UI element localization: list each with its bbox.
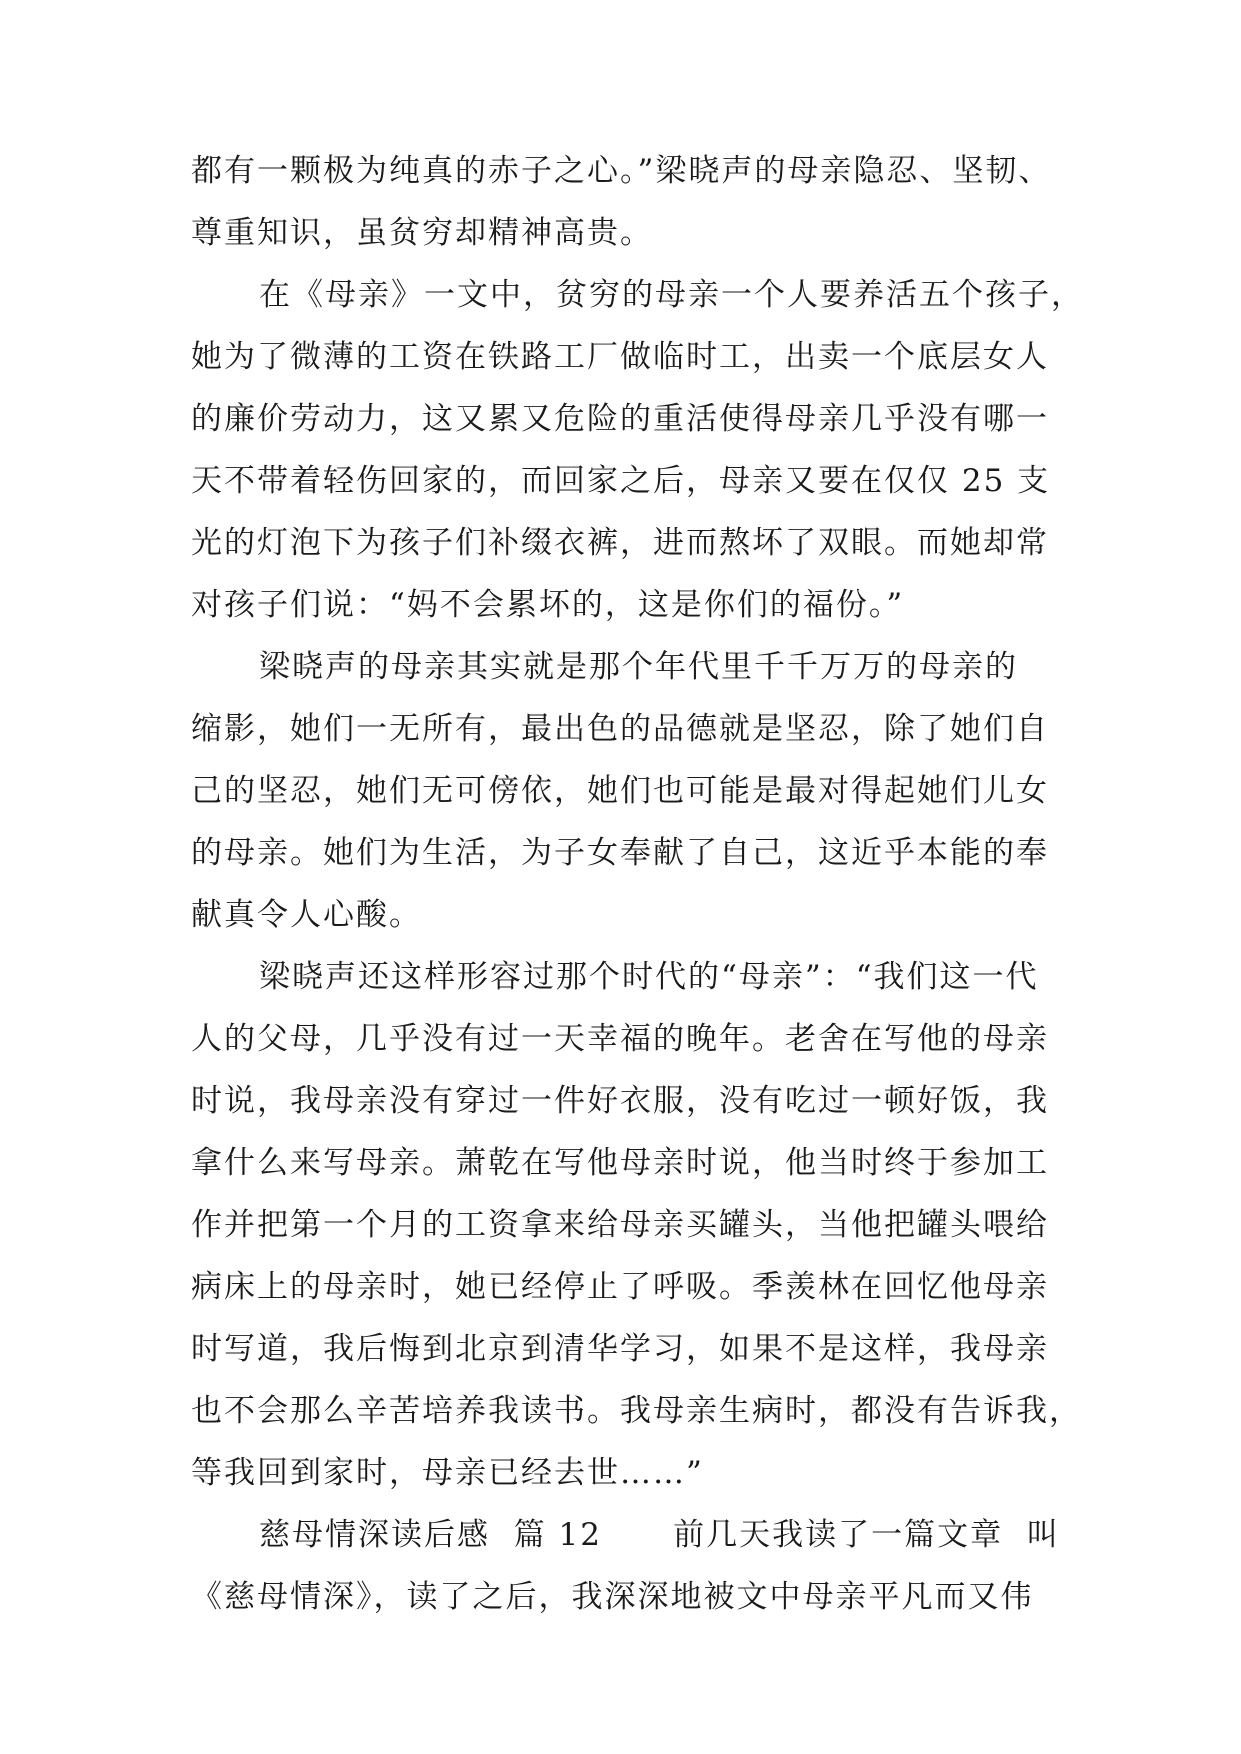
text-line: 作并把第一个月的工资拿来给母亲买罐头，当他把罐头喂给 [191, 1207, 1049, 1243]
text-line: 对孩子们说：“妈不会累坏的，这是你们的福份。” [191, 587, 905, 623]
text-line: 己的坚忍，她们无可傍依，她们也可能是最对得起她们儿女 [191, 773, 1049, 809]
text-line: 她为了微薄的工资在铁路工厂做临时工，出卖一个底层女人 [191, 339, 1049, 375]
paragraph-2 [191, 264, 1084, 636]
text-line: 慈母情深读后感 篇 12 前几天我读了一篇文章 叫 [259, 1517, 1060, 1553]
text-line: 拿什么来写母亲。萧乾在写他母亲时说，他当时终于参加工 [191, 1145, 1049, 1181]
text-line: 时写道，我后悔到北京到清华学习，如果不是这样，我母亲 [191, 1331, 1049, 1367]
paragraph-1 [191, 140, 1071, 264]
text-line: 梁晓声的母亲其实就是那个年代里千千万万的母亲的 [259, 649, 1018, 685]
text-line: 等我回到家时，母亲已经去世……” [191, 1455, 704, 1491]
text-line: 的廉价劳动力，这又累又危险的重活使得母亲几乎没有哪一 [191, 401, 1049, 437]
document-body [191, 140, 1084, 1628]
text-line: 尊重知识，虽贫穷却精神高贵。 [191, 215, 653, 251]
text-line: 时说，我母亲没有穿过一件好衣服，没有吃过一顿好饭，我 [191, 1083, 1049, 1119]
paragraph-5 [191, 1504, 1071, 1628]
text-line: 光的灯泡下为孩子们补缀衣裤，进而熬坏了双眼。而她却常 [191, 525, 1049, 561]
text-line: 也不会那么辛苦培养我读书。我母亲生病时，都没有告诉我， [191, 1393, 1082, 1429]
text-line: 都有一颗极为纯真的赤子之心。”梁晓声的母亲隐忍、坚韧、 [191, 153, 1052, 189]
text-line: 天不带着轻伤回家的，而回家之后，母亲又要在仅仅 25 支 [191, 463, 1051, 499]
text-line: 献真令人心酸。 [191, 897, 422, 933]
paragraph-3 [191, 636, 1071, 946]
text-line: 缩影，她们一无所有，最出色的品德就是坚忍，除了她们自 [191, 711, 1049, 747]
text-line: 梁晓声还这样形容过那个时代的“母亲”：“我们这一代 [259, 959, 1039, 995]
text-line: 人的父母，几乎没有过一天幸福的晚年。老舍在写他的母亲 [191, 1021, 1049, 1057]
text-line: 病床上的母亲时，她已经停止了呼吸。季羡林在回忆他母亲 [191, 1269, 1049, 1305]
text-line: 《慈母情深》，读了之后，我深深地被文中母亲平凡而又伟 [191, 1579, 1034, 1615]
paragraph-4 [191, 946, 1082, 1504]
text-line: 在《母亲》一文中，贫穷的母亲一个人要养活五个孩子， [259, 277, 1084, 313]
text-line: 的母亲。她们为生活，为子女奉献了自己，这近乎本能的奉 [191, 835, 1049, 871]
